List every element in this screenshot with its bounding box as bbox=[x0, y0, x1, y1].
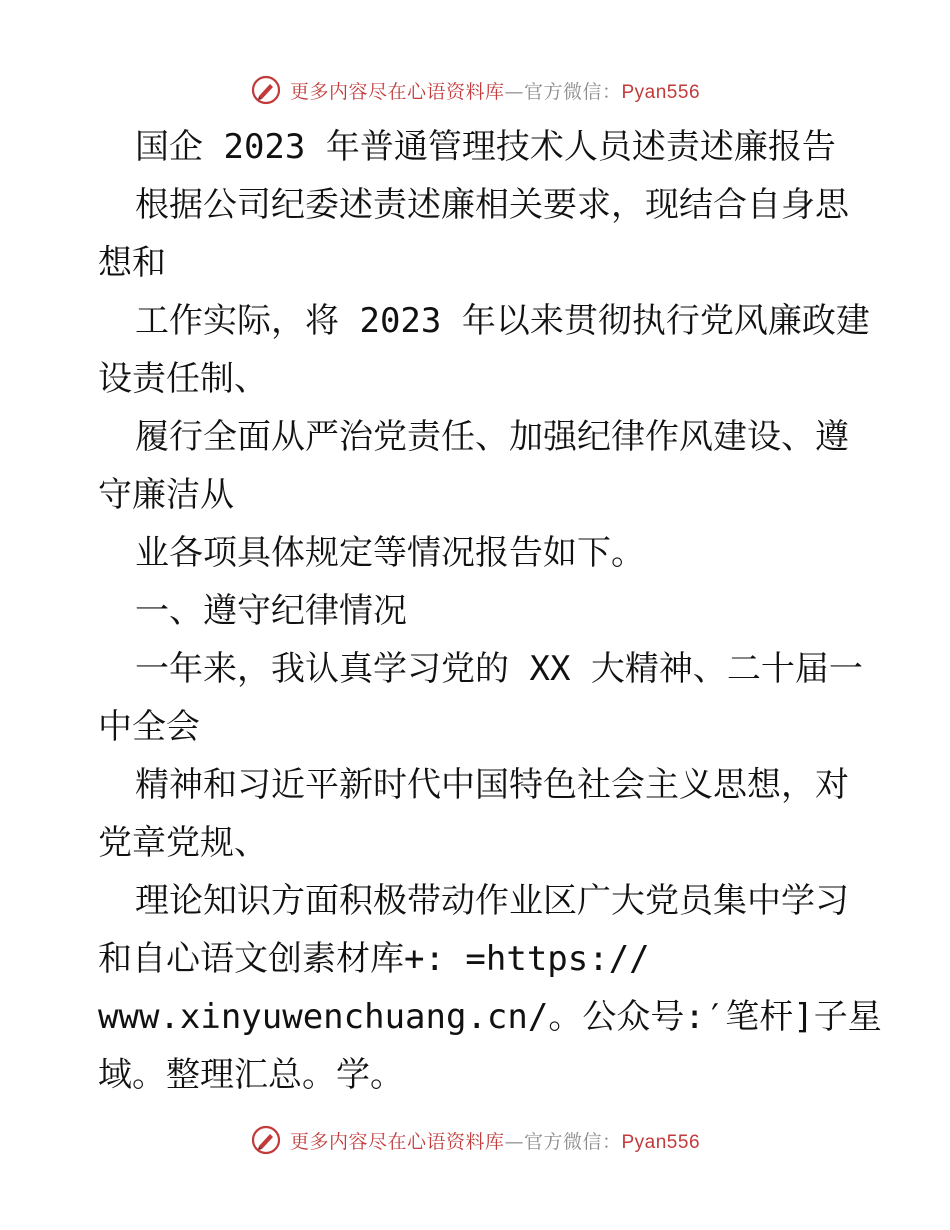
section-heading: 一、遵守纪律情况 bbox=[135, 591, 407, 631]
paragraph-line: 业各项具体规定等情况报告如下。 bbox=[135, 533, 645, 573]
paragraph-line: 设责任制、 bbox=[98, 359, 268, 399]
paragraph-line: 根据公司纪委述责述廉相关要求，现结合自身思 bbox=[135, 185, 849, 225]
paragraph-line: 工作实际，将 2023 年以来贯彻执行党风廉政建 bbox=[135, 301, 870, 341]
paragraph-line: 一年来，我认真学习党的 XX 大精神、二十届一 bbox=[135, 649, 863, 689]
watermark-id: Pyan556 bbox=[621, 81, 701, 103]
pen-logo-icon bbox=[250, 74, 282, 106]
paragraph-line: 精神和习近平新时代中国特色社会主义思想，对 bbox=[135, 765, 849, 805]
paragraph-line: 理论知识方面积极带动作业区广大党员集中学习 bbox=[135, 881, 849, 921]
watermark-text bbox=[290, 1127, 700, 1154]
watermark-label: 官方微信： bbox=[523, 1130, 622, 1153]
watermark-separator: — bbox=[504, 80, 524, 103]
watermark-separator: — bbox=[504, 1130, 524, 1153]
watermark-id: Pyan556 bbox=[621, 1131, 701, 1153]
paragraph-line: www.xinyuwenchuang.cn/。公众号:′笔杆]子星 bbox=[98, 997, 882, 1037]
watermark-text bbox=[290, 77, 700, 104]
paragraph-line: 守廉洁从 bbox=[98, 475, 234, 515]
paragraph-line: 域。整理汇总。学。 bbox=[98, 1055, 404, 1095]
watermark-footer bbox=[0, 1120, 950, 1160]
paragraph-line: 想和 bbox=[98, 243, 166, 283]
watermark-main: 更多内容尽在心语资料库 bbox=[289, 1130, 505, 1153]
paragraph-line: 中全会 bbox=[98, 707, 200, 747]
pen-logo-icon bbox=[250, 1124, 282, 1156]
document-body bbox=[98, 118, 882, 1104]
paragraph-line: 党章党规、 bbox=[98, 823, 268, 863]
watermark-header bbox=[0, 70, 950, 110]
paragraph-line: 履行全面从严治党责任、加强纪律作风建设、遵 bbox=[135, 417, 849, 457]
watermark-label: 官方微信： bbox=[523, 80, 622, 103]
paragraph-line: 和自心语文创素材库+: =https:// bbox=[98, 939, 650, 979]
document-title: 国企 2023 年普通管理技术人员述责述廉报告 bbox=[135, 127, 836, 167]
watermark-main: 更多内容尽在心语资料库 bbox=[289, 80, 505, 103]
